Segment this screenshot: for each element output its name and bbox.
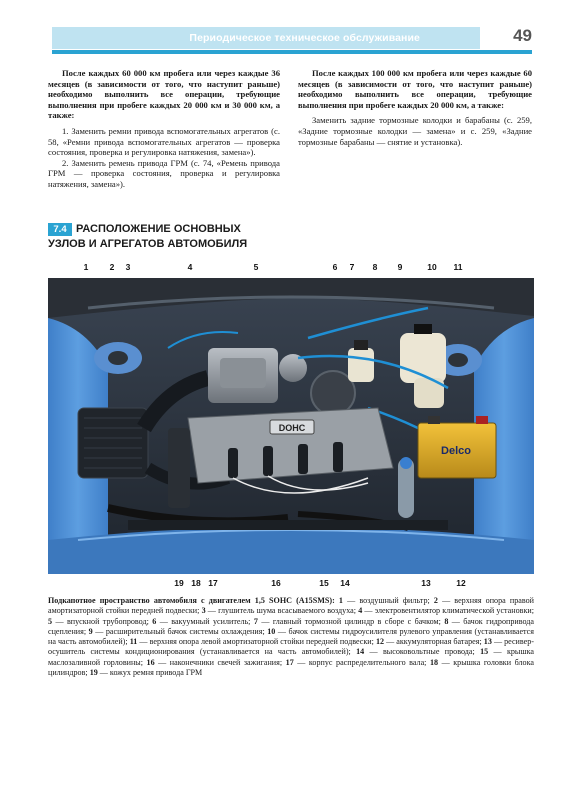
header-bar: [52, 27, 480, 49]
left-lead-paragraph: После каждых 60 000 км пробега или через каждые 36 месяцев (в зависимости от того, что наступит раньше) необходимо выполнить все операции, требующие выполнения при пробеге каждых 20 000 км и 30 000 км, а также:: [48, 68, 280, 121]
callout-2: 2: [109, 262, 115, 272]
caption-part: [358, 606, 534, 615]
engine-label: DOHC: [278, 423, 306, 433]
caption-part-number: 18: [429, 657, 439, 667]
caption-part-text: — ресивер-осушитель системы кондиционирования (устанавливается на часть автомобилей);: [48, 637, 534, 657]
caption-part-number: 12: [375, 637, 385, 647]
caption-part-text: — высоковольтные провода;: [364, 647, 475, 657]
caption-part-text: — верхняя опора левой амортизаторной стойки передней подвески;: [137, 637, 374, 647]
section-title-line-1: РАСПОЛОЖЕНИЕ ОСНОВНЫХ: [76, 223, 241, 235]
callout-11: 11: [453, 262, 463, 272]
caption-part: [90, 668, 203, 677]
running-title: Периодическое техническое обслуживание: [189, 32, 420, 44]
caption-part-number: 6: [152, 616, 157, 626]
section-number: 7.4: [48, 223, 72, 236]
caption-part-number: 5: [48, 616, 53, 626]
caption-part-text: — крышка головки блока цилиндров;: [48, 657, 534, 678]
caption-part: [254, 617, 441, 626]
caption-part-number: 4: [358, 606, 363, 616]
callout-13: 13: [421, 578, 431, 588]
callout-19: 19: [174, 578, 184, 588]
caption-part-text: — впускной трубопровод;: [52, 616, 149, 626]
callout-7: 7: [349, 262, 355, 272]
header-rule: [52, 50, 532, 54]
caption-lead: Подкапотное пространство автомобиля с двигателем 1,5 SOHC (A15SMS):: [48, 596, 335, 605]
caption-part: [202, 606, 356, 615]
caption-part: [152, 617, 250, 626]
battery-label: Delco: [441, 445, 471, 457]
callouts-top: [48, 262, 534, 276]
caption-part-text: — глушитель шума всасываемого воздуха;: [205, 606, 356, 616]
caption-part-number: 3: [201, 606, 206, 616]
page-header: [52, 27, 532, 55]
callout-6: 6: [332, 262, 338, 272]
page-number: 49: [513, 26, 532, 45]
caption-part-number: 16: [146, 657, 155, 667]
caption-part: [356, 647, 475, 656]
callout-8: 8: [372, 262, 378, 272]
left-column: [48, 68, 280, 190]
caption-part-number: 2: [433, 596, 438, 605]
caption-part: [376, 637, 482, 646]
caption-part-number: 11: [129, 637, 138, 647]
left-item-2: 2. Заменить ремень привода ГРМ (с. 74, «Ремень привода ГРМ — проверка состояния, проверка и регулировка натяжения, замена»).: [48, 157, 280, 189]
caption-part-number: 13: [483, 637, 492, 647]
callout-12: 12: [456, 578, 466, 588]
caption-part-text: — корпус распределительного вала;: [293, 657, 427, 667]
callout-18: 18: [191, 578, 201, 588]
caption-part-text: — верхняя опора правой амортизаторной стойки передней подвески;: [48, 596, 534, 616]
callout-16: 16: [271, 578, 281, 588]
caption-part-number: 1: [338, 596, 343, 605]
callout-17: 17: [208, 578, 218, 588]
caption-part-text: — крышка маслозаливной горловины;: [48, 647, 535, 667]
caption-part-text: — кожух ремня привода ГРМ: [97, 668, 203, 678]
caption-part-text: — аккумуляторная батарея;: [384, 637, 482, 647]
callouts-bottom: [48, 578, 534, 592]
caption-part-text: — электровентилятор климатической установки;: [362, 606, 534, 616]
caption-part-number: 8: [444, 616, 449, 626]
callout-1: 1: [83, 262, 89, 272]
caption-part-number: 15: [480, 647, 489, 657]
caption-part: [130, 637, 374, 646]
caption-part-text: — вакуумный усилитель;: [156, 616, 251, 626]
right-lead-paragraph: После каждых 100 000 км пробега или через каждые 60 месяцев (в зависимости от того, что наступит раньше) необходимо выполнить все операции, требующие выполнения при пробеге каждых 20 000 км, а также:: [298, 68, 532, 110]
caption-parts: [48, 596, 534, 677]
caption-part-text: — главный тормозной цилиндр в сборе с бачком;: [257, 616, 441, 626]
callout-3: 3: [125, 262, 131, 272]
caption-part-number: 9: [88, 626, 93, 636]
callout-4: 4: [187, 262, 193, 272]
caption-part: [147, 658, 283, 667]
right-column: [298, 68, 532, 147]
section-title-line-2: УЗЛОВ И АГРЕГАТОВ АВТОМОБИЛЯ: [48, 237, 248, 250]
caption-part: [89, 627, 265, 636]
caption-part: [286, 658, 427, 667]
caption-part-text: — бачок системы гидроусилителя рулевого управления (устанавливается на часть автомобилей);: [48, 626, 534, 647]
engine-bay-illustration: [48, 278, 534, 574]
engine-bay-photo: [48, 278, 534, 574]
callout-9: 9: [397, 262, 403, 272]
caption-part-number: 19: [89, 668, 98, 678]
figure-caption: [48, 596, 534, 678]
left-item-1: 1. Заменить ремни привода вспомогательных агрегатов (с. 58, «Ремни привода вспомогательных агрегатов — проверка состояния, проверка и регулировка натяжения, замена»).: [48, 125, 280, 158]
callout-14: 14: [340, 578, 350, 588]
caption-part-number: 14: [356, 647, 365, 657]
caption-part-text: — наконечники свечей зажигания;: [154, 657, 283, 667]
caption-part: [339, 596, 430, 605]
caption-part-number: 10: [267, 626, 276, 636]
callout-5: 5: [253, 262, 259, 272]
engine-bay-figure: [48, 262, 534, 592]
caption-part-text: — расширительный бачок системы охлаждения;: [92, 626, 265, 636]
caption-part-number: 17: [285, 657, 294, 667]
caption-part: [48, 617, 149, 626]
caption-part-number: 7: [253, 616, 258, 626]
caption-part-text: — воздушный фильтр;: [342, 596, 430, 605]
callout-15: 15: [319, 578, 329, 588]
caption-part-text: — бачок гидропривода сцепления;: [48, 616, 534, 636]
right-item-1: Заменить задние тормозные колодки и барабаны (с. 259, «Задние тормозные колодки — замена» и с. 259, «Задние тормозные барабаны — снятие и установка).: [298, 115, 532, 147]
callout-10: 10: [427, 262, 437, 272]
